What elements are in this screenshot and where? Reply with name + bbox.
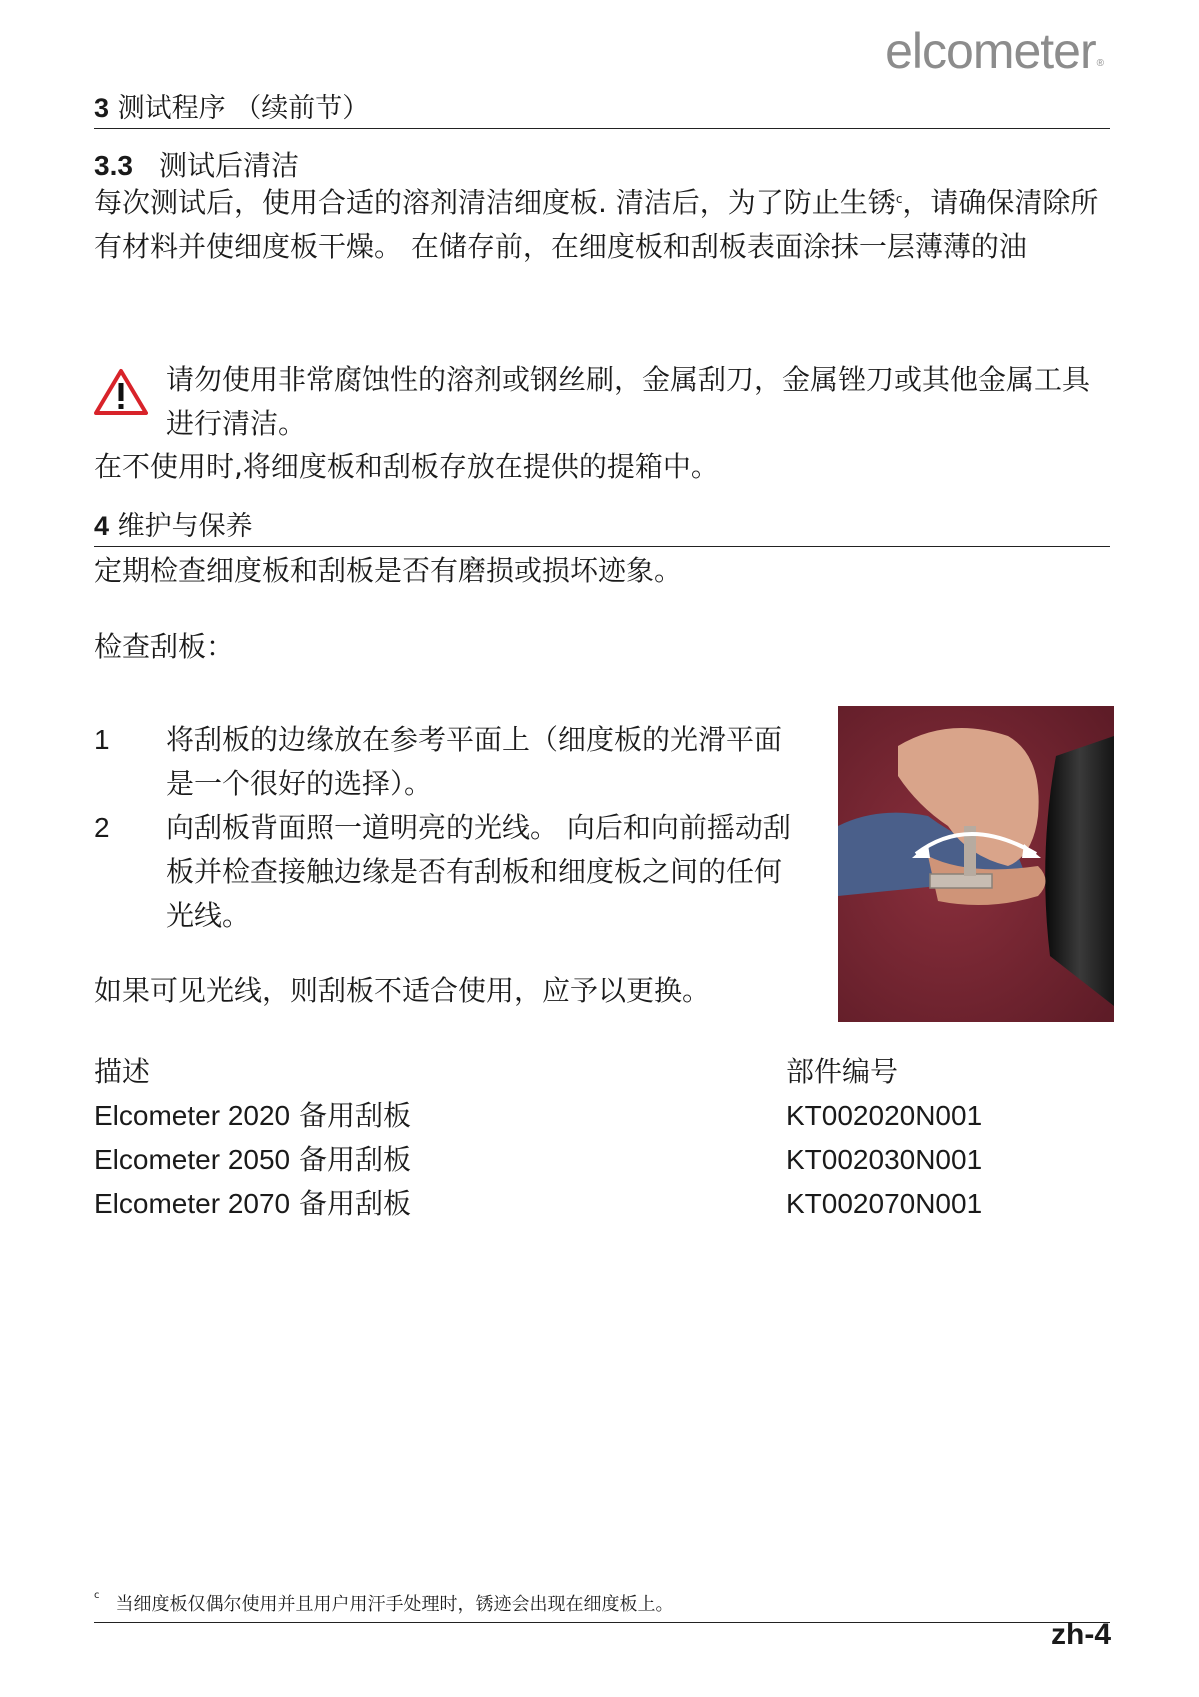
replace-note: 如果可见光线，则刮板不适合使用，应予以更换。 — [94, 974, 711, 1007]
section-number: 3 — [94, 93, 110, 123]
steps-list — [94, 718, 794, 938]
section-3-heading — [94, 86, 1110, 129]
elcometer-logo: elcometer® — [885, 23, 1103, 79]
footnote-marker: c — [94, 1590, 100, 1601]
subsection-number: 3.3 — [94, 150, 133, 181]
inspection-intro: 定期检查细度板和刮板是否有磨损或损坏迹象。 — [94, 554, 683, 587]
scraper-inspection-photo — [838, 706, 1114, 1022]
footnote — [94, 1590, 1110, 1623]
description-header: 描述 — [94, 1055, 151, 1088]
check-scraper-label: 检查刮板： — [94, 630, 235, 663]
table-row: Elcometer 2050 备用刮板 KT002030N001 — [94, 1143, 983, 1176]
subsection-title: 测试后清洁 — [158, 149, 299, 182]
storage-paragraph: 在不使用时,将细度板和刮板存放在提供的提箱中。 — [94, 450, 719, 483]
table-row: Elcometer 2020 备用刮板 KT002020N001 — [94, 1099, 983, 1132]
section-4-heading — [94, 504, 1110, 547]
list-item: 2 向刮板背面照一道明亮的光线。 向后和向前摇动刮板并检查接触边缘是否有刮板和细度板之间的任何光线。 — [94, 811, 791, 932]
warning-text: 请勿使用非常腐蚀性的溶剂或钢丝刷，金属刮刀，金属锉刀或其他金属工具进行清洁。 — [166, 363, 1091, 440]
list-item: 1 将刮板的边缘放在参考平面上（细度板的光滑平面是一个很好的选择）。 — [94, 723, 783, 800]
warning-triangle-icon — [94, 368, 148, 416]
table-header — [94, 1050, 1114, 1094]
subsection-3-3-heading — [94, 144, 299, 184]
footnote-marker: c — [895, 192, 903, 206]
section-title: 维护与保养 — [117, 511, 253, 542]
page-number: zh-4 — [1051, 1618, 1111, 1651]
table-row: Elcometer 2070 备用刮板 KT002070N001 — [94, 1187, 983, 1220]
part-number-header: 部件编号 — [786, 1055, 899, 1088]
section-title: 测试程序 （续前节） — [117, 93, 370, 124]
section-number: 4 — [94, 511, 110, 541]
spare-parts-table — [94, 1050, 1114, 1226]
cleaning-paragraph: 每次测试后，使用合适的溶剂清洁细度板. 清洁后，为了防止生锈$^c$，请确保清除所有材料并使细度板干燥。 在储存前，在细度板和刮板表面涂抹一层薄薄的油 — [94, 186, 1099, 263]
footnote-text: 当细度板仅偶尔使用并且用户用汗手处理时，锈迹会出现在细度板上。 — [115, 1594, 674, 1615]
